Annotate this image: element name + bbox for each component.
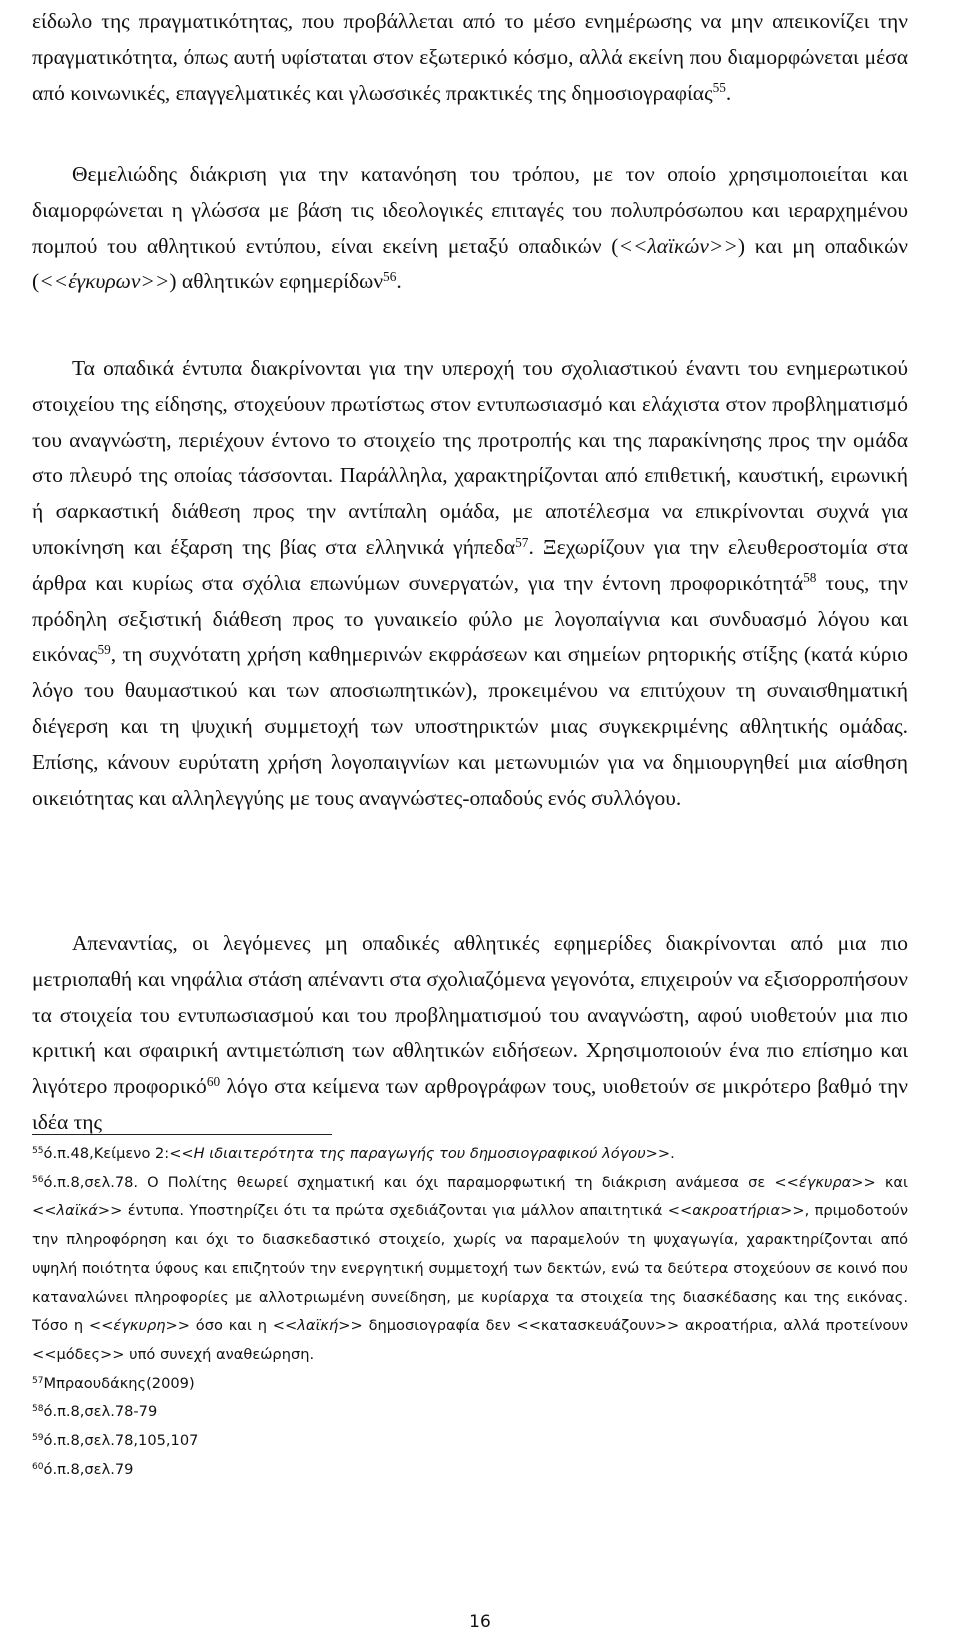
footnote-separator (32, 1134, 332, 1135)
text-run: είδωλο της πραγματικότητας, που προβάλλεται από το μέσο ενημέρωσης να μην απεικονίζει την πραγματικότητα, όπως αυτή υφίσταται στον εξωτερικό κόσμο, αλλά εκείνη που διαμορφώνεται μέσα από κοινωνικές, επαγγελματικές και γλωσσικές πρακτικές της δημοσιογραφίας (32, 9, 908, 105)
italic-text: <<έγκυρων>> (39, 269, 170, 294)
text-run: >> έντυπα. Υποστηρίζει ότι τα πρώτα σχεδιάζονται για μάλλον απαιτητικά << (97, 1202, 693, 1220)
text-run: Απεναντίας, οι λεγόμενες μη οπαδικές αθλητικές εφημερίδες διακρίνονται από μια πιο μετριοπαθή και νηφάλια στάση απέναντι στα σχολιαζόμενα γεγονότα, επιχειρούν να εξισορροπήσουν τα στοιχεία του εντυπωσιασμού και του προβληματισμού του αναγνώστη, αφού υιοθετούν μια πιο κριτική και σφαιρική αντιμετώπιση των αθλητικών ειδήσεων. Χρησιμοποιούν ένα πιο επίσημο και λιγότερο προφορικό (32, 931, 908, 1099)
body-paragraph-1 (32, 4, 908, 111)
italic-text: ακροατήρια (692, 1202, 781, 1220)
text-run: . (396, 269, 402, 294)
text-run: ό.π.8,σελ.78. Ο Πολίτης θεωρεί σχηματική και όχι παραμορφωτική τη διάκριση ανάμεσα σε << (43, 1173, 799, 1191)
text-run: . Ξεχωρίζουν για την ελευθεροστομία στα άρθρα και κυρίως στα σχόλια επωνύμων συνεργατών, για την έντονη προφορικότητά (32, 534, 908, 595)
italic-text: έγκυρη (113, 1317, 166, 1335)
text-run: >> όσο και η << (165, 1317, 298, 1335)
footnote-reference: 60 (206, 1073, 221, 1089)
text-run: >>, πριμοδοτούν την πληροφόρηση και όχι το διασκεδαστικό στοιχείο, χωρίς να παραμελούν τη ψυχαγωγία, χαρακτηρίζονται από υψηλή ποιότητα ύφους και επιζητούν την ενεργητική συμμετοχή των δεκτών, ενώ τα δεύτερα στοχεύουν σε κοινό που καταναλώνει πληροφορίες με αλλοτριωμένη συνείδηση, με κυρίαρχα τα στοιχεία της διασκέδασης και της εικόνας. Τόσο η << (32, 1202, 908, 1335)
body-paragraph-4 (32, 926, 908, 1141)
text-run: Τα οπαδικά έντυπα διακρίνονται για την υπεροχή του σχολιαστικού έναντι του ενημερωτικού στοιχείου της είδησης, στοχεύουν πρωτίστως στον εντυπωσιασμό και ελάχιστα στον προβληματισμό του αναγνώστη, περιέχουν έντονο το στοιχείο της προτροπής και της παρακίνησης προς την ομάδα στο πλευρό της οποίας τάσσονται. Παράλληλα, χαρακτηρίζονται από επιθετική, καυστική, ειρωνική ή σαρκαστική διάθεση προς την αντίπαλη ομάδα, με αποτέλεσμα να επικρίνονται συχνά για υποκίνηση και έξαρση της βίας στα ελληνικά γήπεδα (32, 356, 908, 559)
footnote-57 (32, 1370, 908, 1399)
footnote-number: 56 (32, 1174, 44, 1185)
text-run: Μπραουδάκης(2009) (43, 1374, 195, 1392)
text-run: >> και << (32, 1173, 908, 1220)
page-number: 16 (469, 1612, 491, 1632)
text-run: , τη συχνότατη χρήση καθημερινών εκφράσεων και σημείων ρητορικής στίξης (κατά κύριο λόγο του θαυμαστικού και των αποσιωπητικών), προκειμένου να επιτύχουν τη συναισθηματική διέγερση και τη ψυχική συμμετοχή των υποστηρικτών μιας συγκεκριμένης αθλητικής ομάδας. Επίσης, κάνουν ευρύτατη χρήση λογοπαιγνίων και μετωνυμιών για να δημιουργηθεί μια αίσθηση οικειότητας και αλληλεγγύης με τους αναγνώστες-οπαδούς ενός συλλόγου. (32, 642, 908, 810)
footnote-reference: 57 (515, 534, 529, 550)
footnote-58 (32, 1398, 908, 1427)
text-run: ό.π.48,Κείμενο 2:<< (43, 1145, 194, 1162)
text-run: Θεμελιώδης διάκριση για την κατανόηση του τρόπου, με τον οποίο χρησιμοποιείται και διαμορφώνεται η γλώσσα με βάση τις ιδεολογικές επιταγές του πολυπρόσωπου και ιεραρχημένου πομπού του αθλητικού εντύπου, είναι εκείνη μεταξύ οπαδικών ( (32, 162, 908, 258)
italic-text: Η ιδιαιτερότητα της παραγωγής του δημοσιογραφικού λόγου (193, 1145, 646, 1162)
footnotes (32, 1140, 908, 1484)
footnote-number: 55 (32, 1146, 44, 1157)
italic-text: λαϊκά (56, 1202, 98, 1220)
italic-text: λαϊκή (297, 1317, 339, 1335)
text-run: ) και μη οπαδικών ( (32, 233, 908, 294)
footnote-number: 57 (32, 1375, 44, 1386)
text-run: ό.π.8,σελ.78-79 (43, 1403, 158, 1421)
italic-text: <<λαϊκών>> (618, 233, 738, 258)
text-run: ό.π.8,σελ.79 (43, 1460, 134, 1478)
italic-text: έγκυρα (798, 1173, 852, 1191)
body-paragraph-3 (32, 351, 908, 816)
footnote-reference: 56 (383, 269, 397, 285)
footnote-60 (32, 1456, 908, 1485)
footnote-59 (32, 1427, 908, 1456)
footnote-number: 59 (32, 1433, 44, 1444)
footnote-number: 58 (32, 1404, 44, 1415)
body-paragraph-2 (32, 157, 908, 300)
footnote-number: 60 (32, 1461, 44, 1472)
text-run: >>. (645, 1145, 675, 1162)
text-run: ) αθλητικών εφημερίδων (169, 269, 384, 294)
footnote-56 (32, 1169, 908, 1370)
text-run: . (725, 80, 732, 105)
footnote-55 (32, 1140, 908, 1169)
text-run: λόγο στα κείμενα των αρθρογράφων τους, υιοθετούν σε μικρότερο βαθμό την ιδέα της (32, 1074, 909, 1134)
text-run: >> δημοσιογραφία δεν <<κατασκευάζουν>> ακροατήρια, αλλά προτείνουν <<μόδες>> υπό συνεχή αναθεώρηση. (32, 1317, 909, 1363)
footnote-reference: 55 (712, 80, 726, 96)
text-run: τους, την πρόδηλη σεξιστική διάθεση προς το γυναικείο φύλο με λογοπαίγνια και συνδυασμό λόγου και εικόνας (32, 570, 908, 667)
footnote-reference: 59 (97, 642, 111, 658)
text-run: ό.π.8,σελ.78,105,107 (43, 1432, 199, 1450)
footnote-reference: 58 (803, 570, 817, 586)
